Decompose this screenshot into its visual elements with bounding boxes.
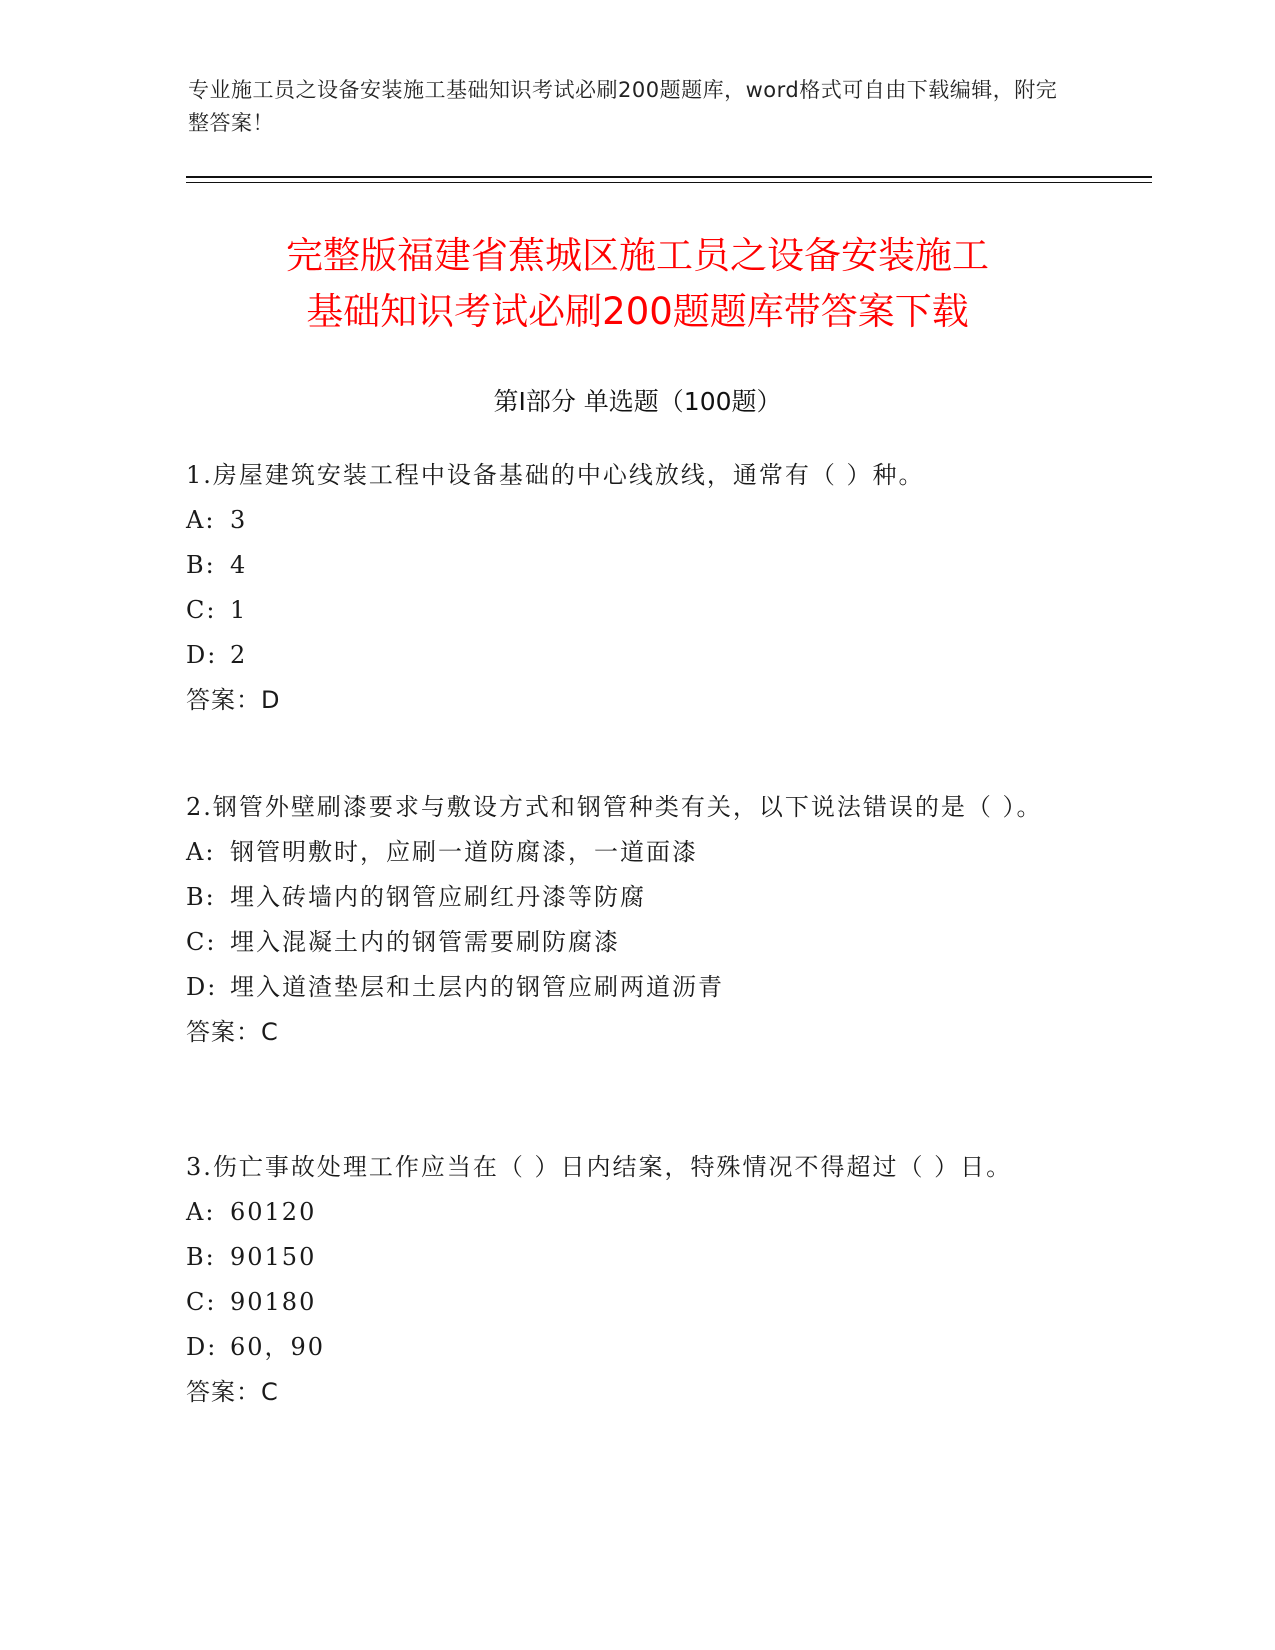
option-text: 60120 [230,1198,317,1226]
question-1 [186,452,1066,723]
option-label: B: [186,1243,216,1271]
option-label: B: [186,883,216,911]
option-c [186,1280,1066,1325]
answer: 答案：C [186,1378,279,1406]
option-d [186,633,1066,678]
option-d [186,1325,1066,1370]
option-b [186,543,1066,588]
document-title-line2: 基础知识考试必刷200题题库带答案下载 [306,290,969,333]
option-text: 2 [230,641,248,669]
question-stem: 3.伤亡事故处理工作应当在（ ）日内结案，特殊情况不得超过（ ）日。 [186,1153,1013,1181]
section-heading: 第Ⅰ部分 单选题（100题） [493,387,782,416]
option-text: 90150 [230,1243,317,1271]
option-label: C: [186,1288,217,1316]
option-text: 4 [230,551,248,579]
option-label: A: [186,506,216,534]
option-label: A: [186,1198,216,1226]
option-label: D: [186,1333,218,1361]
header-rule-thin [186,182,1152,183]
option-label: D: [186,973,218,1001]
option-text: 1 [230,596,248,624]
option-a [186,498,1066,543]
header-note: 专业施工员之设备安装施工基础知识考试必刷200题题库，word格式可自由下载编辑，附完整答案！ [188,78,1058,135]
question-2 [186,784,1066,1055]
option-b [186,875,1066,920]
option-b [186,1235,1066,1280]
option-c [186,920,1066,965]
option-c [186,588,1066,633]
option-label: C: [186,596,217,624]
question-3 [186,1144,1066,1415]
question-stem: 1.房屋建筑安装工程中设备基础的中心线放线，通常有（ ）种。 [186,461,925,489]
option-label: A: [186,838,216,866]
document-title-line1: 完整版福建省蕉城区施工员之设备安装施工 [286,234,989,277]
option-text: 3 [230,506,248,534]
header-rule-thick [186,176,1152,178]
answer: 答案：C [186,1018,279,1046]
option-text: 埋入混凝土内的钢管需要刷防腐漆 [230,928,620,956]
option-label: D: [186,641,218,669]
option-d [186,965,1066,1010]
document-title [150,228,1125,340]
answer: 答案：D [186,686,281,714]
option-label: B: [186,551,216,579]
option-a [186,830,1066,875]
option-text: 钢管明敷时，应刷一道防腐漆，一道面漆 [230,838,698,866]
option-text: 埋入砖墙内的钢管应刷红丹漆等防腐 [230,883,646,911]
option-text: 90180 [230,1288,317,1316]
option-text: 埋入道渣垫层和土层内的钢管应刷两道沥青 [230,973,724,1001]
option-a [186,1190,1066,1235]
option-text: 60，90 [230,1333,326,1361]
option-label: C: [186,928,217,956]
question-stem: 2.钢管外壁刷漆要求与敷设方式和钢管种类有关，以下说法错误的是（ ）。 [186,793,1043,821]
